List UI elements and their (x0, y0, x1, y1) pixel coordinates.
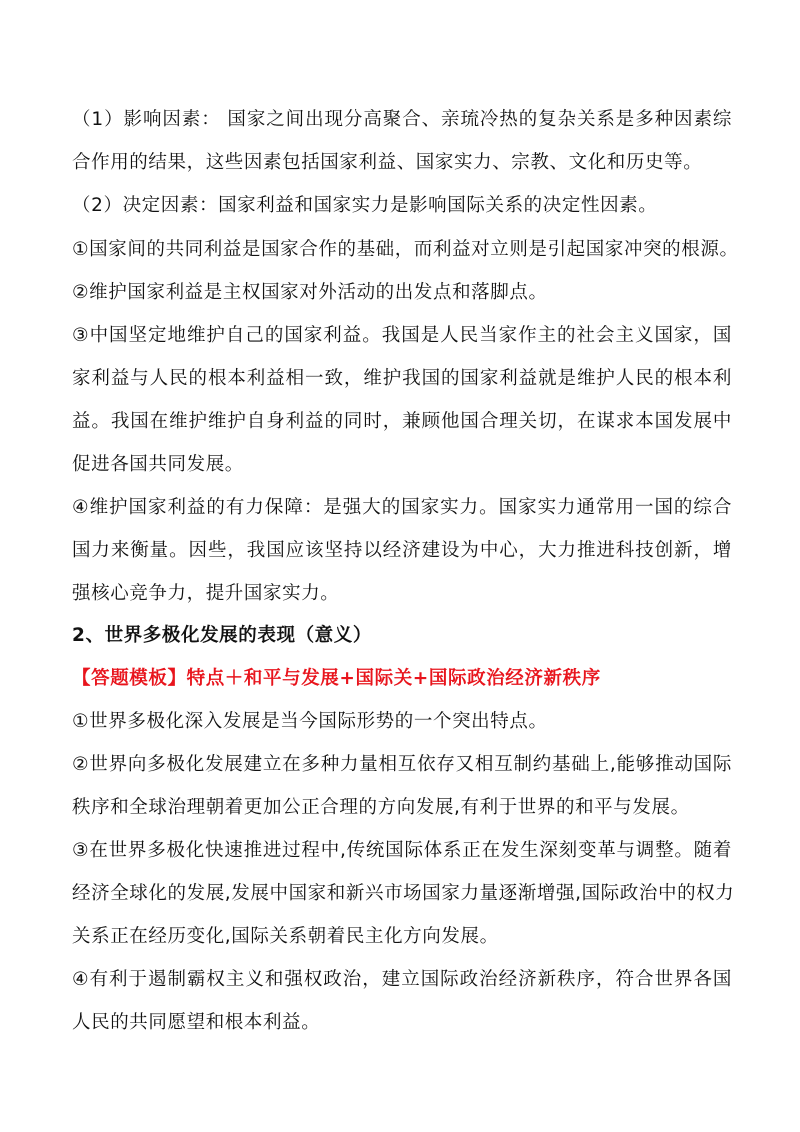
point-1-common-interests: ①国家间的共同利益是国家合作的基础，而利益对立则是引起国家冲突的根源。 (72, 239, 739, 260)
multipolar-point-2-line-2: 秩序和全球治理朝着更加公正合理的方向发展,有利于世界的和平与发展。 (72, 797, 690, 818)
multipolar-point-2-line-1: ②世界向多极化发展建立在多种力量相互依存又相互制约基础上,能够推动国际 (72, 754, 732, 775)
point-4-line-3: 强核心竞争力，提升国家实力。 (72, 583, 340, 604)
multipolar-point-3-line-2: 经济全球化的发展,发展中国家和新兴市场国家力量逐渐增强,国际政治中的权力 (72, 883, 735, 904)
multipolar-point-1: ①世界多极化深入发展是当今国际形势的一个突出特点。 (72, 711, 548, 732)
answer-template-line: 【答题模板】特点＋和平与发展+国际关+国际政治经济新秩序 (72, 668, 601, 689)
point-3-line-4: 促进各国共同发展。 (72, 454, 244, 475)
point-3-line-1: ③中国坚定地维护自己的国家利益。我国是人民当家作主的社会主义国家，国 (72, 325, 732, 346)
point-3-line-2: 家利益与人民的根本利益相一致，维护我国的国家利益就是维护人民的根本利 (72, 368, 732, 389)
point-3-line-3: 益。我国在维护维护自身利益的同时，兼顾他国合理关切，在谋求本国发展中 (72, 411, 732, 432)
influence-factors-line-1: （1）影响因素： 国家之间出现分高聚合、亲琉冷热的复杂关系是多种因素综 (72, 109, 732, 130)
decisive-factors-line: （2）决定因素：国家利益和国家实力是影响国际关系的决定性因素。 (72, 195, 658, 216)
multipolar-point-3-line-1: ③在世界多极化快速推进过程中,传统国际体系正在发生深刻变革与调整。随着 (72, 840, 732, 861)
section-heading: 2、世界多极化发展的表现（意义） (72, 625, 372, 646)
influence-factors-line-2: 合作用的结果，这些因素包括国家利益、国家实力、宗教、文化和历史等。 (72, 152, 703, 173)
point-2-national-interests: ②维护国家利益是主权国家对外活动的出发点和落脚点。 (72, 282, 548, 303)
multipolar-point-4-line-2: 人民的共同愿望和根本利益。 (72, 1012, 321, 1033)
point-4-line-2: 国力来衡量。因些，我国应该坚持以经济建设为中心，大力推进科技创新，增 (72, 540, 732, 561)
point-4-line-1: ④维护国家利益的有力保障：是强大的国家实力。国家实力通常用一国的综合 (72, 497, 732, 518)
multipolar-point-3-line-3: 关系正在经历变化,国际关系朝着民主化方向发展。 (72, 926, 499, 947)
multipolar-point-4-line-1: ④有利于遏制霸权主义和强权政治，建立国际政治经济新秩序，符合世界各国 (72, 969, 732, 990)
